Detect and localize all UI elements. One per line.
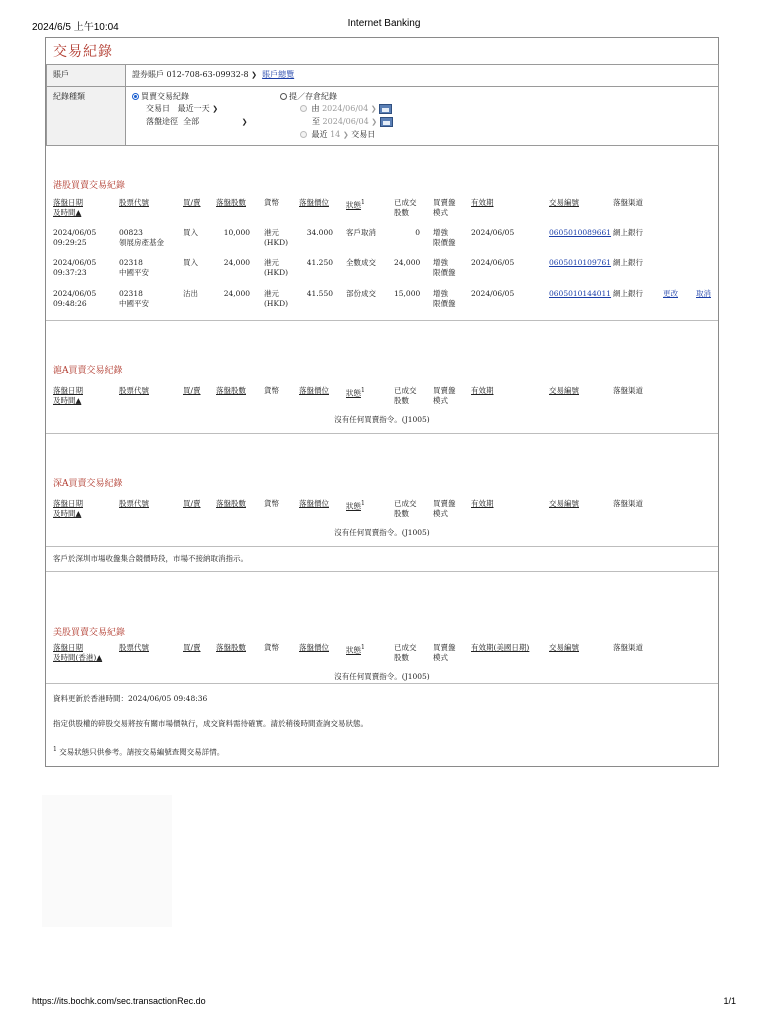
cancel-order-link[interactable]: 取消 — [696, 289, 711, 298]
row-mode-a: 增強 — [433, 258, 448, 267]
from-label: 由 — [311, 104, 320, 113]
row-status: 全數成交 — [346, 258, 376, 267]
col-qty[interactable]: 落盤股數 — [216, 386, 246, 395]
recent-suffix: 交易日 — [351, 130, 376, 139]
col-ref[interactable]: 交易編號 — [549, 499, 579, 508]
col-price[interactable]: 落盤價位 — [299, 499, 329, 508]
footnote-text: 交易狀態只供參考。請按交易編號查閱交易詳情。 — [59, 747, 225, 757]
col-order-mode — [433, 198, 456, 218]
row-valid: 2024/06/05 — [471, 228, 515, 237]
col-order-time-a: 落盤日期 — [53, 499, 83, 508]
radio-recent-days[interactable] — [300, 131, 307, 138]
chevron-down-icon: ❯ — [342, 131, 349, 139]
col-status-label: 狀態 — [346, 388, 361, 398]
radio-trade-records[interactable] — [132, 92, 189, 101]
divider — [46, 546, 718, 547]
chevron-down-icon: ❯ — [212, 105, 219, 113]
col-order-time-a: 落盤日期 — [53, 386, 83, 395]
channel-label: 落盤途徑 — [146, 117, 178, 126]
row-ccy-code: (HKD) — [264, 268, 289, 277]
row-code: 00823 — [119, 228, 143, 237]
chevron-down-icon: ❯ — [251, 71, 258, 79]
col-currency: 貨幣 — [264, 643, 279, 652]
print-url: https://its.bochk.com/sec.transactionRec.do — [32, 996, 206, 1006]
record-type-label: 紀錄種類 — [47, 87, 126, 146]
us-table-header — [46, 643, 718, 671]
row-ref-link[interactable]: 0605010109761 — [549, 258, 612, 267]
col-buy-sell[interactable]: 買/賣 — [183, 643, 201, 652]
col-order-time-a: 落盤日期 — [53, 198, 83, 207]
row-qty: 10,000 — [223, 228, 250, 237]
row-ccy-code: (HKD) — [264, 299, 289, 308]
row-mode-b: 限價盤 — [433, 238, 456, 247]
footnote — [53, 746, 224, 758]
col-executed-a: 已成交 — [394, 198, 417, 207]
print-footer — [32, 996, 736, 1010]
col-executed — [394, 198, 417, 218]
chevron-down-icon: ❯ — [370, 105, 377, 113]
row-price: 41.250 — [306, 258, 333, 267]
col-price[interactable]: 落盤價位 — [299, 198, 329, 207]
footnote-mark: 1 — [361, 644, 365, 651]
col-order-time[interactable] — [53, 499, 83, 519]
page-title: 交易紀錄 — [53, 44, 113, 60]
col-qty[interactable]: 落盤股數 — [216, 643, 246, 652]
amend-order-link[interactable]: 更改 — [663, 289, 678, 298]
faded-image-area — [42, 795, 172, 927]
col-stock-code[interactable]: 股票代號 — [119, 643, 149, 652]
col-valid[interactable]: 有效期 — [471, 386, 494, 395]
col-currency: 貨幣 — [264, 198, 279, 207]
footnote-mark: 1 — [361, 387, 365, 394]
row-time: 09:29:25 — [53, 238, 87, 247]
col-valid-us[interactable]: 有效期(美國日期) — [471, 643, 530, 652]
transaction-record-panel — [45, 37, 719, 767]
col-price[interactable]: 落盤價位 — [299, 643, 329, 652]
to-date-select[interactable] — [323, 117, 378, 126]
hk-section-title: 港股買賣交易紀錄 — [53, 181, 126, 191]
print-datetime: 2024/6/5 上午10:04 — [32, 22, 119, 33]
col-status[interactable] — [346, 198, 365, 211]
sz-section — [46, 433, 718, 572]
account-overview-link[interactable]: 賬戶總覽 — [262, 70, 295, 79]
radio-trade-label: 買賣交易紀錄 — [141, 92, 189, 101]
us-no-data-message: 沒有任何買賣指令。(J1005) — [334, 672, 430, 681]
radio-unselected-icon — [280, 93, 287, 100]
col-status[interactable] — [346, 499, 365, 512]
col-order-time-b: 及時間▲ — [53, 208, 82, 217]
us-section — [46, 571, 718, 684]
row-name: 中國平安 — [119, 268, 149, 277]
row-channel: 網上銀行 — [613, 228, 643, 237]
sz-section-title: 深A買賣交易紀錄 — [53, 479, 123, 489]
col-qty[interactable]: 落盤股數 — [216, 499, 246, 508]
col-buy-sell[interactable]: 買/賣 — [183, 386, 201, 395]
row-mode-a: 增強 — [433, 228, 448, 237]
col-stock-code[interactable]: 股票代號 — [119, 386, 149, 395]
account-label: 賬戶 — [47, 65, 126, 87]
col-currency: 貨幣 — [264, 499, 279, 508]
footnote-mark: 1 — [53, 746, 57, 753]
col-stock-code[interactable]: 股票代號 — [119, 499, 149, 508]
row-code: 02318 — [119, 289, 143, 298]
col-ref[interactable]: 交易編號 — [549, 386, 579, 395]
footnote-mark: 1 — [361, 199, 365, 206]
col-buy-sell[interactable]: 買/賣 — [183, 198, 201, 207]
col-executed-a: 已成交 — [394, 499, 417, 508]
row-date: 2024/06/05 — [53, 258, 97, 267]
from-date-select[interactable] — [322, 104, 377, 113]
row-time: 09:48:26 — [53, 299, 87, 308]
col-status-label: 狀態 — [346, 501, 361, 511]
row-time: 09:37:23 — [53, 268, 87, 277]
channel-select[interactable] — [183, 116, 253, 127]
row-status: 客戶取消 — [346, 228, 376, 237]
col-mode-b: 模式 — [433, 396, 448, 405]
row-valid: 2024/06/05 — [471, 258, 515, 267]
col-executed-b: 股數 — [394, 653, 409, 662]
col-executed-a: 已成交 — [394, 386, 417, 395]
col-mode-a: 買賣盤 — [433, 386, 456, 395]
trade-date-value: 最近一天 — [177, 104, 210, 113]
col-mode-b: 模式 — [433, 509, 448, 518]
col-currency: 貨幣 — [264, 386, 279, 395]
row-price: 34.000 — [306, 228, 333, 237]
us-section-title: 美股買賣交易紀錄 — [53, 628, 126, 638]
col-ref[interactable]: 交易編號 — [549, 198, 579, 207]
channel-value: 全部 — [183, 117, 200, 126]
row-channel: 網上銀行 — [613, 258, 643, 267]
row-status: 部份成交 — [346, 289, 376, 298]
hk-table-header — [46, 198, 718, 226]
from-date-value: 2024/06/04 — [322, 104, 369, 113]
col-mode-a: 買賣盤 — [433, 643, 456, 652]
calendar-icon[interactable] — [380, 117, 393, 127]
radio-selected-icon — [132, 93, 139, 100]
print-title: Internet Banking — [347, 18, 421, 29]
radio-date-range[interactable] — [300, 105, 307, 112]
col-order-time-hk-b: 及時間(香港)▲ — [53, 653, 103, 662]
status-notice: 指定供股權的碎股交易將按有關市場價執行，成交資料需待確實。請於稍後時間查詢交易狀態。 — [53, 719, 368, 728]
sh-no-data-message: 沒有任何買賣指令。(J1005) — [334, 415, 430, 424]
sz-table-header — [46, 499, 718, 527]
row-mode-a: 增強 — [433, 289, 448, 298]
col-channel: 落盤渠道 — [613, 386, 643, 395]
row-code: 02318 — [119, 258, 143, 267]
row-name: 領展房產基金 — [119, 238, 164, 247]
filter-form — [46, 64, 719, 146]
recent-days-select[interactable] — [330, 130, 349, 139]
col-mode-b: 模式 — [433, 208, 448, 217]
col-ref[interactable]: 交易編號 — [549, 643, 579, 652]
col-executed — [394, 499, 417, 519]
row-side: 沽出 — [183, 289, 198, 298]
row-channel: 網上銀行 — [613, 289, 643, 298]
col-valid[interactable]: 有效期 — [471, 198, 494, 207]
to-label: 至 — [312, 117, 320, 126]
col-price[interactable]: 落盤價位 — [299, 386, 329, 395]
last-updated-text: 資料更新於香港時間：2024/06/05 09:48:36 — [53, 694, 208, 703]
sh-table-header — [46, 386, 718, 414]
col-order-mode — [433, 386, 456, 406]
footnote-mark: 1 — [361, 500, 365, 507]
sz-market-note: 客戶於深圳市場收盤集合競價時段，市場不接納取消指示。 — [53, 554, 248, 563]
radio-deposit-records[interactable] — [280, 92, 337, 101]
chevron-down-icon: ❯ — [371, 118, 378, 126]
col-executed — [394, 386, 417, 406]
col-mode-a: 買賣盤 — [433, 499, 456, 508]
sh-section-title: 滬A買賣交易紀錄 — [53, 366, 123, 376]
col-channel: 落盤渠道 — [613, 499, 643, 508]
col-status-label: 狀態 — [346, 200, 361, 210]
col-order-time-b: 及時間▲ — [53, 396, 82, 405]
col-order-time[interactable] — [53, 198, 83, 218]
col-channel: 落盤渠道 — [613, 643, 643, 652]
sz-no-data-message: 沒有任何買賣指令。(J1005) — [334, 528, 430, 537]
print-page-number: 1/1 — [723, 996, 736, 1006]
col-order-time[interactable] — [53, 386, 83, 406]
sh-section — [46, 320, 718, 434]
row-executed: 24,000 — [394, 258, 421, 267]
row-executed: 0 — [415, 228, 420, 237]
col-valid[interactable]: 有效期 — [471, 499, 494, 508]
row-valid: 2024/06/05 — [471, 289, 515, 298]
col-executed-b: 股數 — [394, 509, 409, 518]
row-ccy: 港元 — [264, 258, 279, 267]
row-executed: 15,000 — [394, 289, 421, 298]
row-mode-b: 限價盤 — [433, 299, 456, 308]
hk-section — [46, 168, 718, 321]
col-stock-code[interactable]: 股票代號 — [119, 198, 149, 207]
table-row — [46, 289, 718, 317]
row-side: 買入 — [183, 258, 198, 267]
col-executed — [394, 643, 417, 663]
row-date: 2024/06/05 — [53, 289, 97, 298]
print-header — [32, 18, 736, 32]
radio-deposit-label: 提／存倉紀錄 — [289, 92, 337, 101]
col-qty[interactable]: 落盤股數 — [216, 198, 246, 207]
col-executed-a: 已成交 — [394, 643, 417, 652]
account-select[interactable] — [132, 69, 257, 80]
col-executed-b: 股數 — [394, 396, 409, 405]
col-order-mode — [433, 643, 456, 663]
row-side: 買入 — [183, 228, 198, 237]
col-mode-b: 模式 — [433, 653, 448, 662]
row-ccy: 港元 — [264, 289, 279, 298]
col-order-time-b: 及時間▲ — [53, 509, 82, 518]
col-executed-b: 股數 — [394, 208, 409, 217]
row-qty: 24,000 — [223, 289, 250, 298]
calendar-icon[interactable] — [379, 104, 392, 114]
col-channel: 落盤渠道 — [613, 198, 643, 207]
table-row — [46, 228, 718, 256]
chevron-down-icon: ❯ — [241, 118, 248, 126]
trade-date-label: 交易日 — [146, 104, 170, 113]
row-ref-link[interactable]: 0605010089661 — [549, 228, 612, 237]
col-status-label: 狀態 — [346, 645, 361, 655]
col-buy-sell[interactable]: 買/賣 — [183, 499, 201, 508]
row-ccy-code: (HKD) — [264, 238, 289, 247]
recent-days-value: 14 — [330, 130, 341, 139]
recent-label: 最近 — [311, 130, 328, 139]
trade-date-select[interactable] — [178, 103, 218, 114]
account-value: 證券賬戶 012-708-63-09932-8 — [132, 70, 249, 79]
col-mode-a: 買賣盤 — [433, 198, 456, 207]
to-date-value: 2024/06/04 — [322, 117, 369, 126]
col-status[interactable] — [346, 386, 365, 399]
row-price: 41.550 — [306, 289, 333, 298]
row-ccy: 港元 — [264, 228, 279, 237]
row-ref-link[interactable]: 0605010144011 — [549, 289, 612, 298]
row-name: 中國平安 — [119, 299, 149, 308]
row-date: 2024/06/05 — [53, 228, 97, 237]
row-qty: 24,000 — [223, 258, 250, 267]
col-order-time[interactable] — [53, 643, 102, 663]
col-order-mode — [433, 499, 456, 519]
table-row — [46, 258, 718, 286]
row-mode-b: 限價盤 — [433, 268, 456, 277]
col-order-time-a: 落盤日期 — [53, 643, 83, 652]
col-status[interactable] — [346, 643, 365, 656]
